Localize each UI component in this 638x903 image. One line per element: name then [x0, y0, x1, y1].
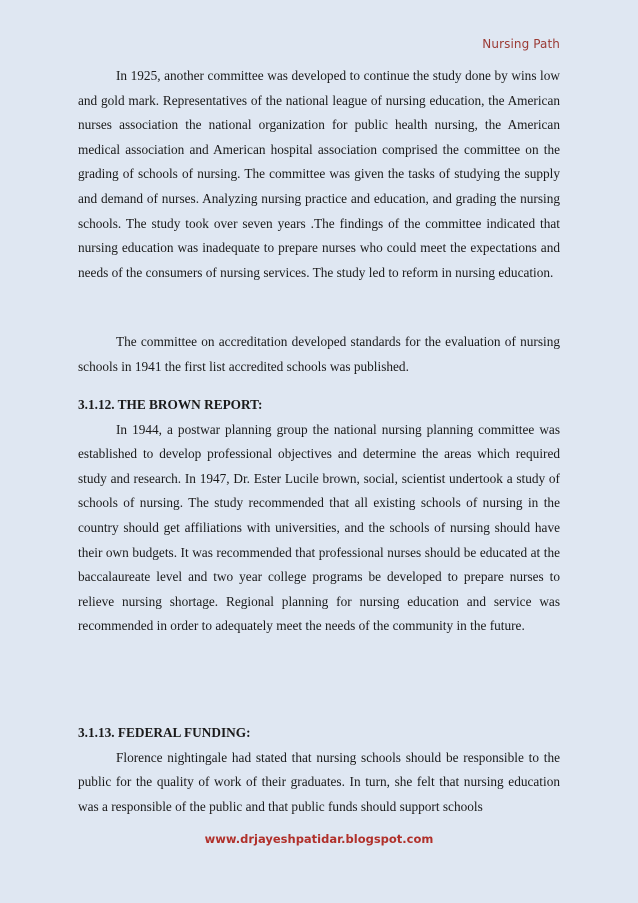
- page-header-title: Nursing Path: [482, 37, 560, 51]
- federal-funding-heading: 3.1.13. FEDERAL FUNDING:: [78, 725, 251, 740]
- brown-report-section: [78, 393, 560, 639]
- footer-url-link[interactable]: www.drjayeshpatidar.blogspot.com: [204, 832, 434, 846]
- federal-funding-paragraph: Florence nightingale had stated that nursing schools should be responsible to the public for the quality of work of their graduates. In turn, she felt that nursing education was a responsible of the public and that public funds should support schools: [78, 749, 560, 814]
- brown-report-paragraph: In 1944, a postwar planning group the national nursing planning committee was established to develop professional objectives and determine the areas which required study and research. In 1947, Dr. Ester Lucile brown, social, scientist undertook a study of schools of nursing. The study recommended that all existing schools of nursing in the country should get affiliations with universities, and the schools of nursing should have their own budgets. It was recommended that professional nurses should be educated at the baccalaureate level and two year college programs be developed to prepare nurses to relieve nursing shortage. Regional planning for nursing education and service was recommended in order to adequately meet the needs of the community in the future.: [78, 421, 560, 634]
- federal-funding-section: [78, 721, 560, 819]
- intro-paragraph-1: In 1925, another committee was developed to continue the study done by wins low and gold mark. Representatives of the national league of nursing education, the American nurses association the national organization for public health nursing, the American medical association and American hospital association comprised the committee on the grading of schools of nursing. The committee was given the tasks of studying the supply and demand of nurses. Analyzing nursing practice and education, and grading the nursing schools. The study took over seven years .The findings of the committee indicated that nursing education was inadequate to prepare nurses who could meet the expectations and needs of the consumers of nursing services. The study led to reform in nursing education.: [78, 68, 560, 280]
- brown-report-heading: 3.1.12. THE BROWN REPORT:: [78, 397, 263, 412]
- intro-paragraph-2: The committee on accreditation developed standards for the evaluation of nursing schools in 1941 the first list accredited schools was published.: [78, 334, 560, 374]
- intro-paragraph-1-block: [78, 64, 560, 285]
- intro-paragraph-2-block: [78, 330, 560, 379]
